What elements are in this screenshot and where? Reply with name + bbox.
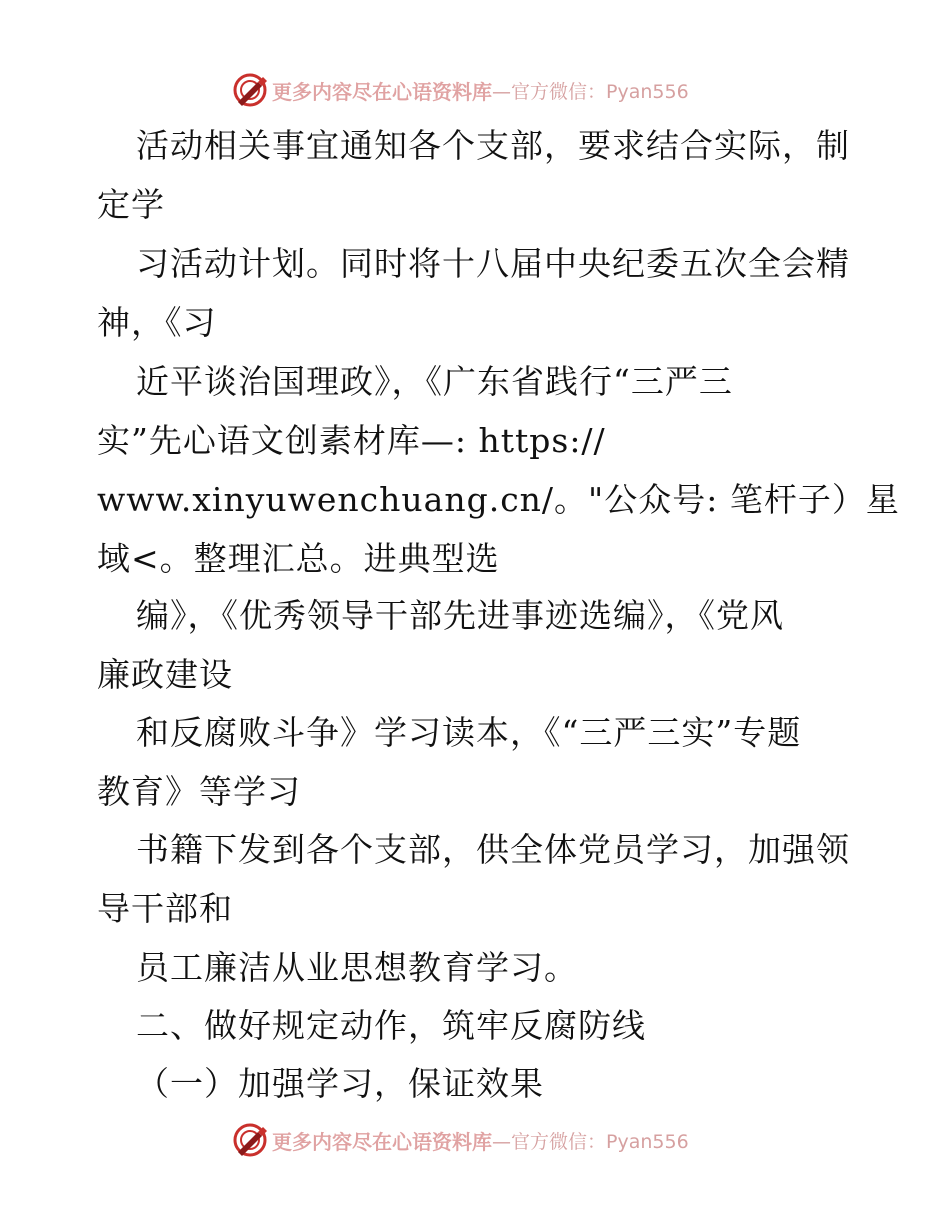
body-line: 导干部和 — [97, 889, 233, 928]
banner-title: 更多内容尽在心语资料库 — [272, 79, 492, 104]
body-line: 实”先心语文创素材库—: https:// — [97, 421, 606, 460]
body-line: www.xinyuwenchuang.cn/。"公众号: 笔杆子）星 — [97, 480, 900, 519]
body-line: 活动相关事宜通知各个支部，要求结合实际，制 — [136, 126, 850, 165]
body-line: 编》，《优秀领导干部先进事迹选编》，《党风 — [136, 596, 784, 635]
banner-subtitle: —官方微信：Pyan556 — [492, 1130, 689, 1153]
body-line: 神，《习 — [97, 303, 217, 342]
body-line: 书籍下发到各个支部，供全体党员学习，加强领 — [136, 830, 850, 869]
subsection-heading: （一）加强学习，保证效果 — [136, 1064, 544, 1103]
banner-title: 更多内容尽在心语资料库 — [272, 1129, 492, 1154]
section-heading: 二、做好规定动作，筑牢反腐防线 — [136, 1006, 646, 1045]
footer-banner — [232, 1120, 732, 1160]
header-banner — [232, 70, 732, 110]
body-line: 教育》等学习 — [97, 772, 301, 811]
body-line: 定学 — [97, 185, 165, 224]
pen-logo-icon — [232, 72, 268, 108]
body-line: 近平谈治国理政》，《广东省践行“三严三 — [136, 362, 733, 401]
banner-subtitle: —官方微信：Pyan556 — [492, 80, 689, 103]
pen-logo-icon — [232, 1122, 268, 1158]
body-line: 和反腐败斗争》学习读本，《“三严三实”专题 — [136, 713, 802, 752]
body-line: 员工廉洁从业思想教育学习。 — [136, 948, 578, 987]
body-line: 廉政建设 — [97, 655, 233, 694]
body-line: 习活动计划。同时将十八届中央纪委五次全会精 — [136, 244, 850, 283]
body-line: 域<。整理汇总。进典型选 — [97, 539, 500, 578]
